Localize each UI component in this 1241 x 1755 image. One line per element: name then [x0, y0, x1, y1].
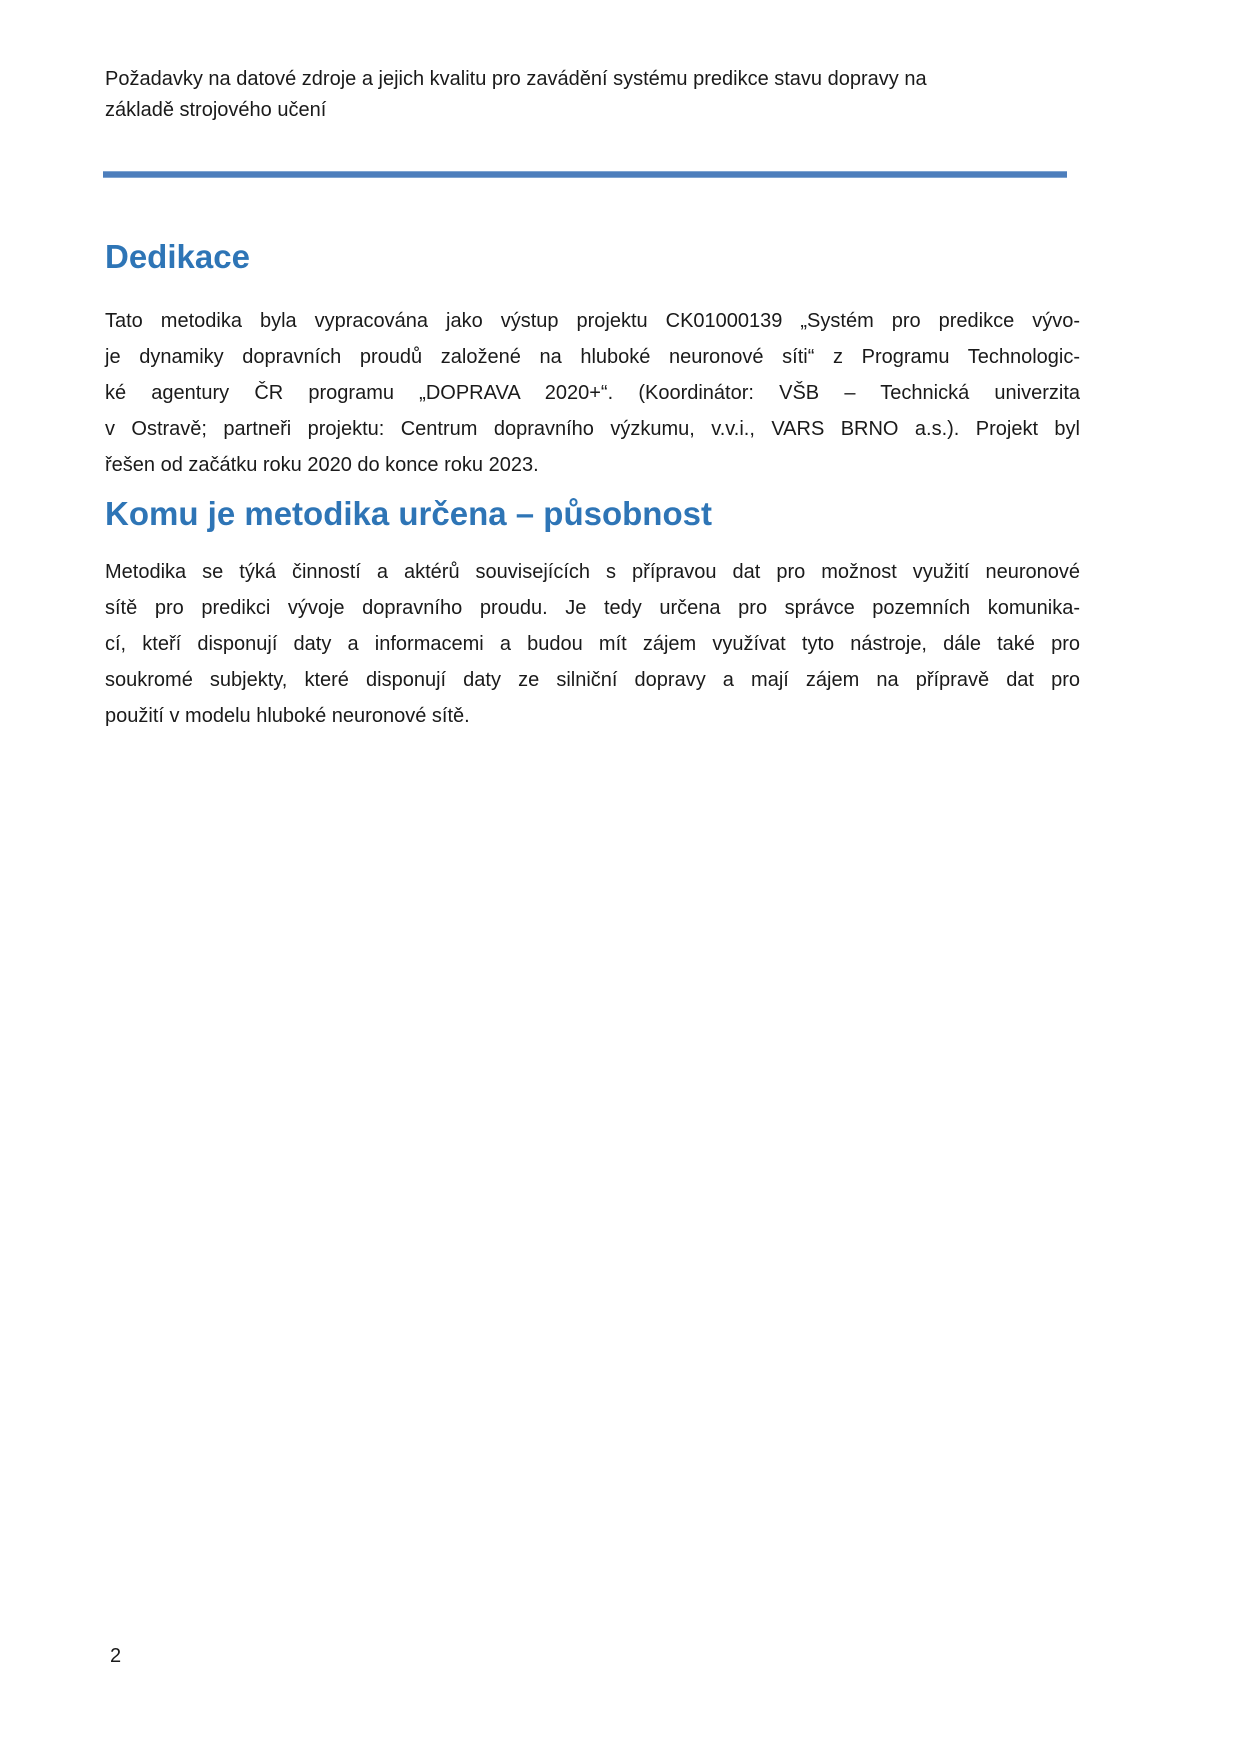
paragraph-pusobnost [105, 554, 1080, 734]
header-line: Požadavky na datové zdroje a jejich kvalitu pro zavádění systému predikce stavu dopravy na [105, 68, 927, 90]
paragraph-line: Tato metodika byla vypracována jako výstup projektu CK01000139 „Systém pro predikce vývo- [105, 310, 1080, 332]
paragraph-line: cí, kteří disponují daty a informacemi a budou mít zájem využívat tyto nástroje, dále také pro [105, 633, 1080, 655]
paragraph-line: ké agentury ČR programu „DOPRAVA 2020+“. (Koordinátor: VŠB – Technická univerzita [105, 382, 1080, 404]
section-heading-komu-je-metodika-urcena: Komu je metodika určena – působnost [105, 495, 712, 532]
paragraph-line: Metodika se týká činností a aktérů souvisejících s přípravou dat pro možnost využití neuronové [105, 561, 1080, 583]
paragraph-line: v Ostravě; partneři projektu: Centrum dopravního výzkumu, v.v.i., VARS BRNO a.s.). Projekt byl [105, 418, 1080, 440]
paragraph-line: použití v modelu hluboké neuronové sítě. [105, 705, 470, 727]
section-heading-dedikace: Dedikace [105, 238, 250, 275]
paragraph-line: sítě pro predikci vývoje dopravního proudu. Je tedy určena pro správce pozemních komunika- [105, 597, 1080, 619]
header-line: základě strojového učení [105, 99, 327, 121]
paragraph-dedikace [105, 303, 1080, 483]
page-number: 2 [110, 1645, 122, 1667]
paragraph-line: je dynamiky dopravních proudů založené na hluboké neuronové síti“ z Programu Technologic- [105, 346, 1080, 368]
header-rule-divider [103, 171, 1067, 178]
paragraph-line: řešen od začátku roku 2020 do konce roku 2023. [105, 454, 539, 476]
paragraph-line: soukromé subjekty, které disponují daty ze silniční dopravy a mají zájem na přípravě dat pro [105, 669, 1080, 691]
page-header-text [105, 64, 1005, 126]
